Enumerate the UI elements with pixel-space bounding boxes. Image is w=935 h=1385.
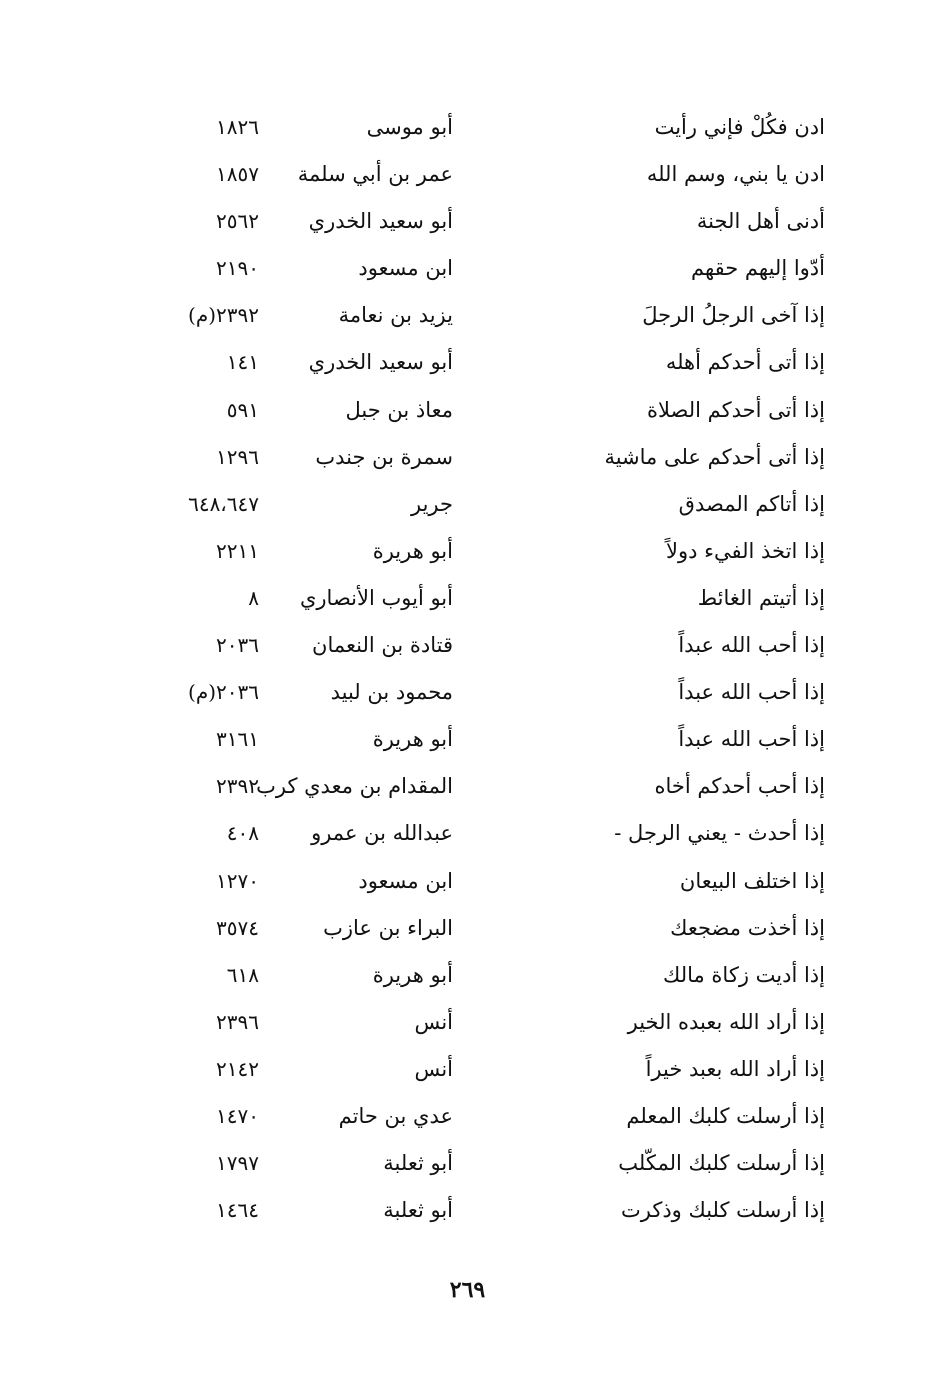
- narrator-name: محمود بن لبيد: [330, 680, 453, 705]
- hadith-text: إذا أرسلت كلبك وذكرت: [620, 1198, 825, 1223]
- index-row: [0, 810, 935, 857]
- index-row: [0, 999, 935, 1046]
- index-row: [0, 1140, 935, 1187]
- hadith-text: إذا أتى أحدكم أهله: [665, 350, 825, 375]
- index-row: [0, 622, 935, 669]
- index-row: [0, 339, 935, 386]
- hadith-text: ادن فكُلْ فإني رأيت: [654, 115, 825, 139]
- index-row: [0, 481, 935, 528]
- hadith-text: ادن يا بني، وسم الله: [646, 162, 825, 187]
- hadith-number: ٣٥٧٤: [216, 915, 259, 940]
- hadith-text: إذا اتخذ الفيء دولاً: [665, 538, 825, 563]
- narrator-name: ابن مسعود: [358, 256, 453, 281]
- hadith-number: ٢٣٩٦: [216, 1009, 259, 1034]
- narrator-name: أبو ثعلبة: [383, 1198, 453, 1223]
- index-row: [0, 716, 935, 763]
- index-row: [0, 1187, 935, 1234]
- hadith-number: ٢١٤٢: [216, 1056, 259, 1081]
- index-row: [0, 1046, 935, 1093]
- narrator-name: قتادة بن النعمان: [312, 633, 453, 658]
- hadith-number: ١٨٢٦: [216, 115, 259, 139]
- hadith-number: ١٤٦٤: [216, 1198, 259, 1223]
- hadith-number: ١٤١: [226, 350, 259, 375]
- hadith-text: إذا أحب الله عبداً: [678, 727, 825, 752]
- hadith-text: إذا أتيتم الغائط: [697, 585, 825, 610]
- hadith-text: إذا أحب أحدكم أخاه: [654, 774, 825, 799]
- hadith-text: إذا أراد الله بعبده الخير: [627, 1009, 825, 1034]
- hadith-text: إذا أرسلت كلبك المكّلب: [618, 1151, 825, 1176]
- hadith-number: ٢٣٩٢(م): [188, 303, 259, 328]
- index-row: [0, 763, 935, 810]
- hadith-text: إذا أحب الله عبداً: [678, 633, 825, 658]
- hadith-number: ٢٢١١: [216, 538, 259, 563]
- narrator-name: أبو هريرة: [372, 962, 453, 987]
- hadith-text: إذا أحب الله عبداً: [678, 680, 825, 705]
- index-row: [0, 292, 935, 339]
- hadith-number: ٦١٨: [226, 962, 259, 987]
- narrator-name: أبو هريرة: [372, 727, 453, 752]
- index-row: [0, 387, 935, 434]
- hadith-number: ١٢٧٠: [216, 868, 259, 893]
- index-row: [0, 198, 935, 245]
- hadith-text: إذا أديت زكاة مالك: [663, 962, 825, 987]
- hadith-text: إذا أخذت مضجعك: [670, 915, 825, 940]
- hadith-number: ٢٠٣٦(م): [188, 680, 259, 705]
- hadith-index-list: [0, 104, 935, 1234]
- hadith-number: ٢١٩٠: [216, 256, 259, 281]
- narrator-name: أبو موسى: [366, 115, 453, 139]
- narrator-name: أبو هريرة: [372, 538, 453, 563]
- narrator-name: يزيد بن نعامة: [338, 303, 453, 328]
- narrator-name: عبدالله بن عمرو: [311, 821, 453, 846]
- hadith-text: إذا آخى الرجلُ الرجلَ: [642, 303, 825, 328]
- hadith-number: ٢٣٩٢: [216, 774, 259, 799]
- hadith-text: إذا أرسلت كلبك المعلم: [626, 1103, 825, 1128]
- narrator-name: المقدام بن معدي كرب: [256, 774, 453, 799]
- index-row: [0, 952, 935, 999]
- narrator-name: عدي بن حاتم: [338, 1103, 453, 1128]
- index-row: [0, 905, 935, 952]
- narrator-name: أبو سعيد الخدري: [308, 350, 453, 375]
- narrator-name: أبو أيوب الأنصاري: [299, 585, 453, 610]
- index-row: [0, 104, 935, 151]
- narrator-name: أنس: [414, 1009, 453, 1034]
- narrator-name: أبو سعيد الخدري: [308, 209, 453, 234]
- hadith-text: إذا أتى أحدكم على ماشية: [604, 444, 825, 469]
- hadith-text: إذا أتى أحدكم الصلاة: [646, 397, 825, 422]
- narrator-name: أنس: [414, 1056, 453, 1081]
- hadith-text: إذا اختلف البيعان: [679, 868, 825, 893]
- hadith-number: ٤٠٨: [226, 821, 259, 846]
- index-row: [0, 528, 935, 575]
- hadith-number: ١٢٩٦: [216, 444, 259, 469]
- hadith-number: ٥٩١: [226, 397, 259, 422]
- hadith-number: ١٧٩٧: [216, 1151, 259, 1176]
- narrator-name: سمرة بن جندب: [315, 444, 453, 469]
- hadith-number: ٢٥٦٢: [216, 209, 259, 234]
- hadith-text: إذا أتاكم المصدق: [678, 491, 825, 516]
- page-number: ٢٦٩: [449, 1277, 486, 1303]
- narrator-name: جرير: [411, 491, 453, 516]
- index-row: [0, 434, 935, 481]
- hadith-text: أدنى أهل الجنة: [696, 209, 825, 234]
- hadith-text: إذا أحدث - يعني الرجل -: [614, 821, 825, 846]
- hadith-text: أدّوا إليهم حقهم: [691, 256, 825, 281]
- hadith-number: ١٨٥٧: [216, 162, 259, 187]
- hadith-text: إذا أراد الله بعبد خيراً: [645, 1056, 825, 1081]
- hadith-number: ٢٠٣٦: [216, 633, 259, 658]
- hadith-number: ٦٤٨،٦٤٧: [188, 491, 259, 516]
- narrator-name: ابن مسعود: [358, 868, 453, 893]
- narrator-name: معاذ بن جبل: [345, 397, 453, 422]
- index-row: [0, 669, 935, 716]
- hadith-number: ١٤٧٠: [216, 1103, 259, 1128]
- narrator-name: عمر بن أبي سلمة: [297, 162, 453, 187]
- index-row: [0, 151, 935, 198]
- hadith-number: ٣١٦١: [216, 727, 259, 752]
- index-row: [0, 245, 935, 292]
- index-row: [0, 858, 935, 905]
- hadith-number: ٨: [248, 585, 259, 610]
- index-row: [0, 1093, 935, 1140]
- narrator-name: البراء بن عازب: [323, 915, 453, 940]
- index-row: [0, 575, 935, 622]
- narrator-name: أبو ثعلبة: [383, 1151, 453, 1176]
